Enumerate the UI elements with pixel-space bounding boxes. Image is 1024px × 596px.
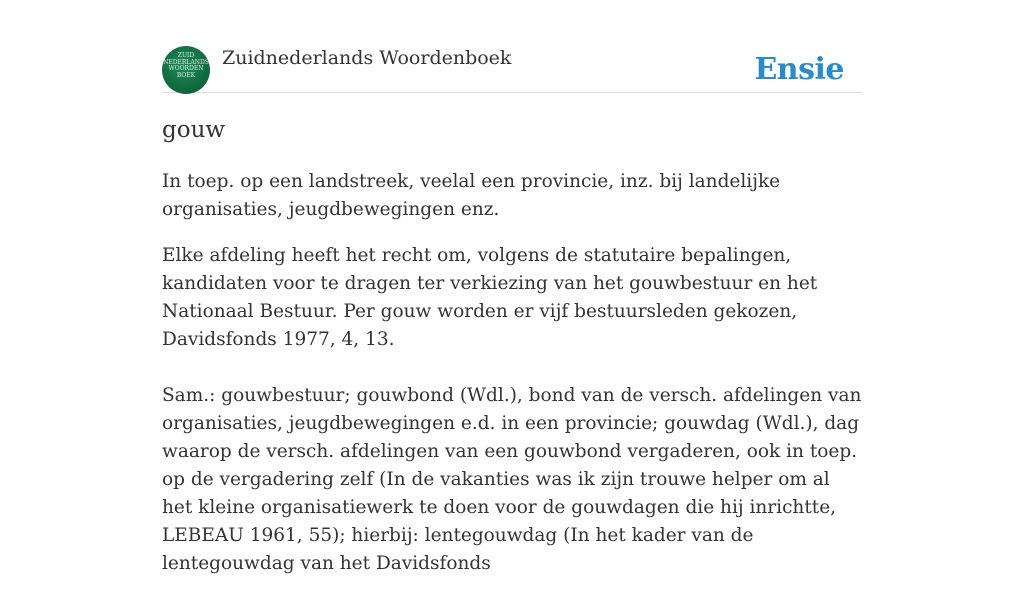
site-name-link[interactable]: Zuidnederlands Woordenboek xyxy=(222,47,512,69)
entry-definition: In toep. op een landstreek, veelal een provincie, inz. bij landelijke organisaties, jeugdbewegingen enz. xyxy=(162,171,781,220)
entry-body xyxy=(162,168,862,596)
logo-lettering: ZUID NEDERLANDS WOORDEN BOEK xyxy=(163,52,209,79)
entry-headword: gouw xyxy=(162,117,226,143)
entry-compounds: Sam.: gouwbestuur; gouwbond (Wdl.), bond van de versch. afdelingen van organisaties, jeugdbewegingen e.d. in een provincie; gouwdag (Wdl.), dag waarop de versch. afdelingen van een gouwbond vergaderen, ook in toep. op de vergadering zelf (In de vakanties was ik zijn trouwe helper om al het kleine organisatiewerk te doen voor de gouwdagen die hij inrichtte, LEBEAU 1961, 55); hierbij: lentegouwdag (In het kader van de lentegouwdag van het Davidsfonds xyxy=(162,385,862,574)
site-header xyxy=(162,46,862,93)
dictionary-logo[interactable] xyxy=(162,46,210,94)
ensie-brand-logo[interactable]: Ensie xyxy=(754,52,844,87)
entry-example: Elke afdeling heeft het recht om, volgens de statutaire bepalingen, kandidaten voor te dragen ter verkiezing van het gouwbestuur en het Nationaal Bestuur. Per gouw worden er vijf bestuursleden gekozen, Davidsfonds 1977, 4, 13. xyxy=(162,245,818,350)
spacer xyxy=(162,372,862,382)
